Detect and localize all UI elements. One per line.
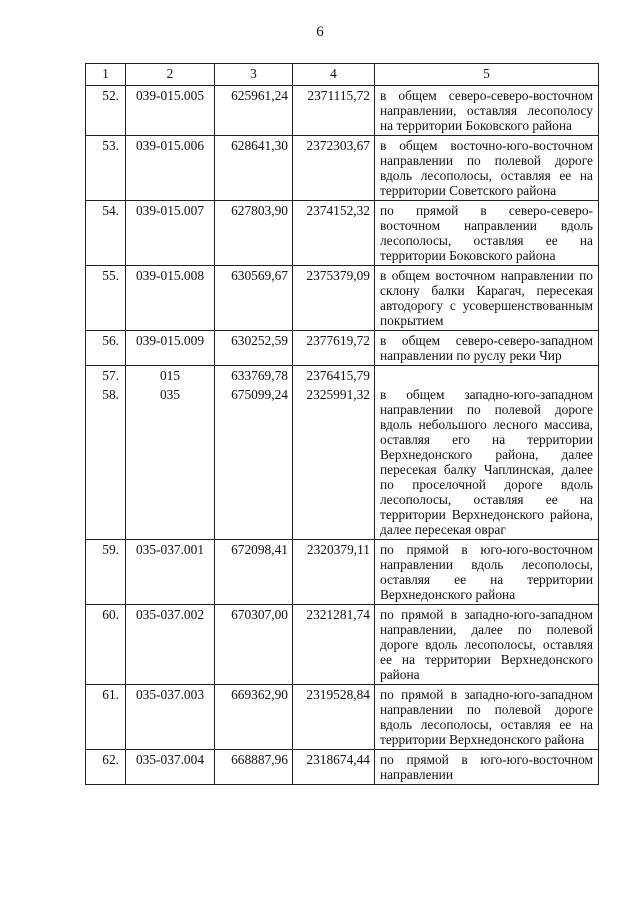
row-number: 53. bbox=[86, 136, 126, 201]
coordinate-x: 670307,00 bbox=[215, 605, 293, 685]
table-row bbox=[86, 201, 599, 266]
boundary-description: по прямой в юго-юго-восточном направлении bbox=[375, 750, 599, 785]
coordinate-x: 675099,24 bbox=[215, 385, 293, 540]
boundary-description: по прямой в западно-юго-западном направлении по полевой дороге вдоль лесополосы, оставляя ее на территории Верхнедонского района bbox=[375, 685, 599, 750]
coordinate-x: 668887,96 bbox=[215, 750, 293, 785]
header-cell: 3 bbox=[215, 64, 293, 86]
table-row bbox=[86, 540, 599, 605]
coordinate-y: 2325991,32 bbox=[293, 385, 375, 540]
row-number: 60. bbox=[86, 605, 126, 685]
coordinate-y: 2321281,74 bbox=[293, 605, 375, 685]
boundary-description: в общем северо-северо-западном направлении по руслу реки Чир bbox=[375, 331, 599, 366]
coordinate-y: 2377619,72 bbox=[293, 331, 375, 366]
row-number: 62. bbox=[86, 750, 126, 785]
header-cell: 4 bbox=[293, 64, 375, 86]
header-cell: 5 bbox=[375, 64, 599, 86]
header-cell: 2 bbox=[126, 64, 215, 86]
row-number: 59. bbox=[86, 540, 126, 605]
point-code: 035-037.002 bbox=[126, 605, 215, 685]
coordinate-x: 625961,24 bbox=[215, 86, 293, 136]
table-row bbox=[86, 86, 599, 136]
table-header-row bbox=[86, 64, 599, 86]
row-number: 61. bbox=[86, 685, 126, 750]
point-code: 039-015.005 bbox=[126, 86, 215, 136]
coordinate-y: 2320379,11 bbox=[293, 540, 375, 605]
point-code: 039-015.006 bbox=[126, 136, 215, 201]
coordinate-x: 669362,90 bbox=[215, 685, 293, 750]
page-number: 6 bbox=[316, 24, 324, 40]
boundary-description: в общем восточно-юго-восточном направлении по полевой дороге вдоль лесополосы, оставляя ее на территории Советского района bbox=[375, 136, 599, 201]
coordinate-y: 2375379,09 bbox=[293, 266, 375, 331]
table-row bbox=[86, 750, 599, 785]
boundary-description bbox=[375, 366, 599, 386]
row-number: 55. bbox=[86, 266, 126, 331]
coordinate-x: 627803,90 bbox=[215, 201, 293, 266]
boundary-points-table bbox=[85, 63, 599, 785]
coordinate-x: 630252,59 bbox=[215, 331, 293, 366]
boundary-description: по прямой в северо-северо-восточном направлении вдоль лесополосы, оставляя ее на территории Боковского района bbox=[375, 201, 599, 266]
point-code: 039-015.008 bbox=[126, 266, 215, 331]
table-row bbox=[86, 266, 599, 331]
coordinate-x: 672098,41 bbox=[215, 540, 293, 605]
point-code: 035-037.004 bbox=[126, 750, 215, 785]
table-row bbox=[86, 605, 599, 685]
boundary-description: в общем западно-юго-западном направлении по полевой дороге вдоль небольшого лесного массива, оставляя его на территории Верхнедонского района, далее пересекая балку Чаплинская, далее по проселочной дороге вдоль лесополосы, оставляя ее на территории Верхнедонского района, далее пересекая овраг bbox=[375, 385, 599, 540]
table-row bbox=[86, 331, 599, 366]
table-row bbox=[86, 685, 599, 750]
coordinate-y: 2372303,67 bbox=[293, 136, 375, 201]
point-code: 015 bbox=[126, 366, 215, 386]
coordinate-y: 2371115,72 bbox=[293, 86, 375, 136]
row-number: 58. bbox=[86, 385, 126, 540]
coordinate-y: 2376415,79 bbox=[293, 366, 375, 386]
boundary-description: по прямой в западно-юго-западном направлении, далее по полевой дороге вдоль лесополосы, оставляя ее на территории Верхнедонского района bbox=[375, 605, 599, 685]
coordinate-x: 630569,67 bbox=[215, 266, 293, 331]
table-row bbox=[86, 385, 599, 540]
point-code: 035-037.003 bbox=[126, 685, 215, 750]
boundary-description: в общем северо-северо-восточном направлении, оставляя лесополосу на территории Боковского района bbox=[375, 86, 599, 136]
row-number: 56. bbox=[86, 331, 126, 366]
coordinate-x: 633769,78 bbox=[215, 366, 293, 386]
point-code: 035-037.001 bbox=[126, 540, 215, 605]
coordinate-y: 2319528,84 bbox=[293, 685, 375, 750]
coordinate-y: 2318674,44 bbox=[293, 750, 375, 785]
coordinate-x: 628641,30 bbox=[215, 136, 293, 201]
row-number: 52. bbox=[86, 86, 126, 136]
row-number: 54. bbox=[86, 201, 126, 266]
table-row bbox=[86, 366, 599, 386]
row-number: 57. bbox=[86, 366, 126, 386]
coordinate-y: 2374152,32 bbox=[293, 201, 375, 266]
point-code: 039-015.007 bbox=[126, 201, 215, 266]
boundary-description: по прямой в юго-юго-восточном направлении вдоль лесополосы, оставляя ее на территории Верхнедонского района bbox=[375, 540, 599, 605]
point-code: 039-015.009 bbox=[126, 331, 215, 366]
point-code: 035 bbox=[126, 385, 215, 540]
boundary-description: в общем восточном направлении по склону балки Карагач, пересекая автодорогу с усовершенствованным покрытием bbox=[375, 266, 599, 331]
table-row bbox=[86, 136, 599, 201]
header-cell: 1 bbox=[86, 64, 126, 86]
